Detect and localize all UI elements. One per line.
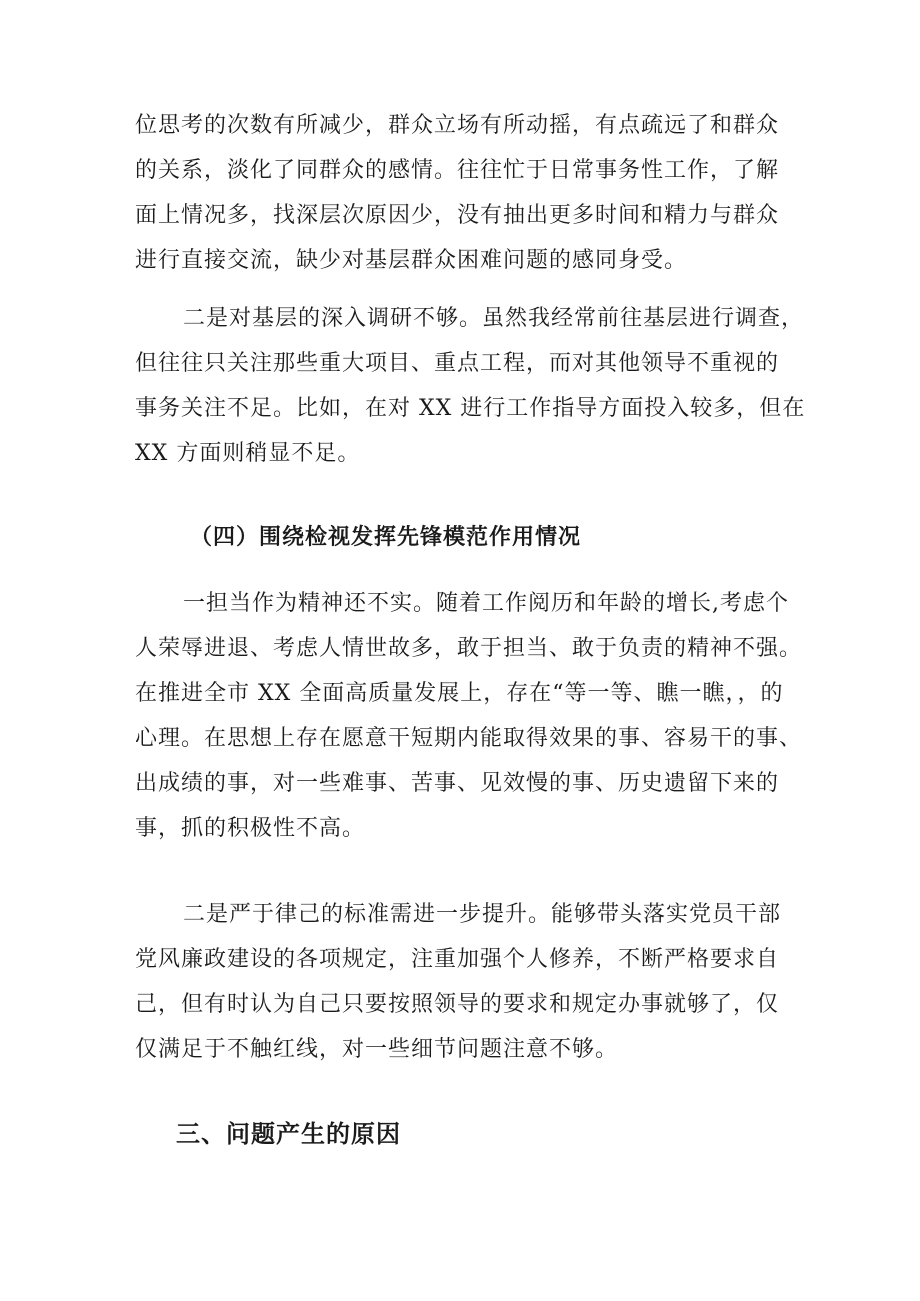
paragraph-research: [135, 296, 806, 476]
text-line: 仅满足于不触红线，对一些细节问题注意不够。: [135, 1037, 619, 1062]
text-line: 事务关注不足。比如，在对 XX 进行工作指导方面投入较多，但在: [135, 396, 806, 421]
section-heading-four: （四）围绕检视发挥先锋模范作用情况: [190, 524, 582, 550]
text-line: 面上情况多，找深层次原因少，没有抽出更多时间和精力与群众: [135, 203, 780, 228]
paragraph-self-discipline: [135, 892, 795, 1072]
text-line: 事，抓的积极性不高。: [135, 816, 366, 841]
text-line: 二是对基层的深入调研不够。虽然我经常前往基层进行调查，: [183, 306, 805, 331]
text-line: 人荣辱进退、考虑人情世故多，敢于担当、敢于负责的精神不强。: [135, 636, 803, 661]
text-line: 但往往只关注那些重大项目、重点工程，而对其他领导不重视的: [135, 351, 780, 376]
text-line: 党风廉政建设的各项规定，注重加强个人修养，不断严格要求自: [135, 947, 780, 972]
text-line: 在推进全市 XX 全面高质量发展上，存在“等一等、瞧一瞧，，的: [135, 681, 784, 706]
text-line: 位思考的次数有所减少，群众立场有所动摇，有点疏远了和群众: [135, 113, 780, 138]
text-line: 心理。在思想上存在愿意干短期内能取得效果的事、容易干的事、: [135, 726, 803, 751]
text-line: 己，但有时认为自己只要按照领导的要求和规定办事就够了，仅: [135, 992, 780, 1017]
text-line: 出成绩的事，对一些难事、苦事、见效慢的事、历史遗留下来的: [135, 771, 780, 796]
text-line: 进行直接交流，缺少对基层群众困难问题的感同身受。: [135, 248, 688, 273]
text-line: 二是严于律己的标准需进一步提升。能够带头落实党员干部: [183, 902, 782, 927]
text-line: 的关系，淡化了同群众的感情。往往忙于日常事务性工作，了解: [135, 158, 780, 183]
section-heading-causes: 三、问题产生的原因: [176, 1120, 401, 1148]
text-line: 一担当作为精神还不实。随着工作阅历和年龄的增长,考虑个: [183, 591, 789, 616]
text-line: XX 方面则稍显不足。: [135, 441, 361, 466]
paragraph-responsibility: [135, 581, 803, 851]
paragraph-group-contact: [135, 103, 795, 283]
